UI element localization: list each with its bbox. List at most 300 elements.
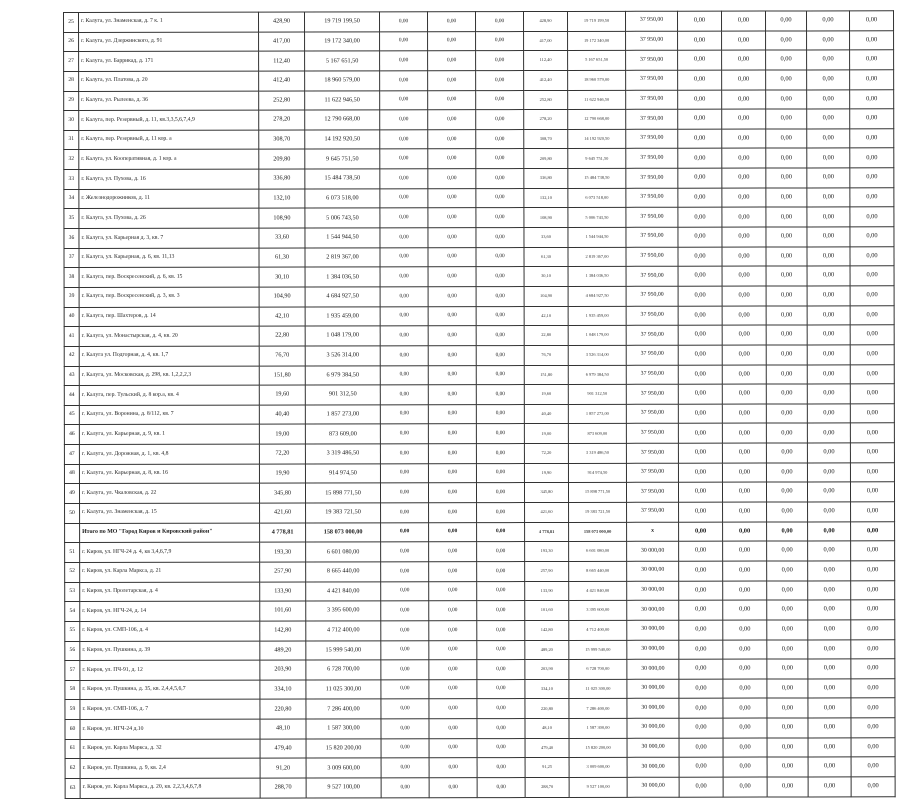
value-cell: 0,00 bbox=[428, 129, 476, 149]
address-cell: г. Калуга, ул. Дзержинского, д. 91 bbox=[79, 32, 259, 52]
value-cell: 0,00 bbox=[807, 188, 850, 208]
value-cell: 0,00 bbox=[807, 148, 850, 168]
value-cell: 0,00 bbox=[381, 640, 429, 660]
value-cell: 0,00 bbox=[429, 581, 477, 601]
amount-repeat-cell: 19 383 721,50 bbox=[569, 502, 627, 522]
area-repeat-cell: 479,40 bbox=[525, 738, 569, 758]
value-cell: 0,00 bbox=[476, 208, 524, 228]
rate-cell: 30 000,00 bbox=[627, 561, 679, 581]
amount-cell: 14 192 920,50 bbox=[305, 130, 380, 150]
value-cell: 0,00 bbox=[723, 718, 767, 738]
table-row bbox=[64, 70, 894, 91]
row-number: 39 bbox=[64, 287, 79, 307]
area-repeat-cell: 19,90 bbox=[524, 463, 568, 483]
address-cell: г. Киров, ул. НГЧ-24 д. 4, кв 3,4,6,7,9 bbox=[80, 542, 260, 562]
value-cell: 0,00 bbox=[765, 11, 806, 31]
value-cell: 0,00 bbox=[850, 207, 894, 227]
value-cell: 0,00 bbox=[850, 148, 894, 168]
area-cell: 40,40 bbox=[259, 405, 305, 425]
value-cell: 0,00 bbox=[808, 698, 851, 718]
row-number: 53 bbox=[65, 582, 80, 602]
value-cell: 0,00 bbox=[428, 247, 476, 267]
value-cell: 0,00 bbox=[380, 228, 428, 248]
value-cell: 0,00 bbox=[850, 70, 894, 90]
value-cell: 0,00 bbox=[767, 639, 808, 659]
area-cell: 428,90 bbox=[259, 12, 305, 32]
value-cell: 0,00 bbox=[723, 541, 767, 561]
rate-cell: 37 950,00 bbox=[626, 424, 678, 444]
value-cell: 0,00 bbox=[678, 31, 722, 51]
value-cell: 0,00 bbox=[850, 423, 894, 443]
amount-repeat-cell: 8 665 440,00 bbox=[569, 561, 627, 581]
amount-repeat-cell: 18 960 579,00 bbox=[568, 70, 626, 90]
value-cell: 0,00 bbox=[380, 346, 428, 366]
amount-cell: 1 857 273,00 bbox=[305, 405, 380, 425]
address-cell: г. Киров, ул. НГЧ-24 д.10 bbox=[80, 719, 260, 739]
value-cell: 0,00 bbox=[429, 719, 477, 739]
amount-repeat-cell: 6 979 384,50 bbox=[568, 365, 626, 385]
value-cell: 0,00 bbox=[807, 463, 850, 483]
table-row bbox=[65, 679, 895, 700]
area-cell: 33,60 bbox=[259, 228, 305, 248]
row-number: 44 bbox=[64, 386, 79, 406]
row-number: 32 bbox=[64, 150, 79, 170]
table-row bbox=[65, 698, 895, 719]
table-row bbox=[64, 286, 894, 307]
address-cell: г. Калуга, ул. Баррикад, д. 171 bbox=[79, 51, 259, 71]
value-cell: 0,00 bbox=[476, 228, 524, 248]
value-cell: 0,00 bbox=[766, 266, 807, 286]
row-number: 55 bbox=[65, 621, 80, 641]
value-cell: 0,00 bbox=[679, 502, 723, 522]
value-cell: 0,00 bbox=[429, 562, 477, 582]
value-cell: 0,00 bbox=[851, 521, 895, 541]
address-cell: г. Калуга, пер. Воскресенский, д. 6, кв. 15 bbox=[79, 267, 259, 287]
amount-repeat-cell: 1 384 036,50 bbox=[568, 267, 626, 287]
row-number: 41 bbox=[64, 327, 79, 347]
value-cell: 0,00 bbox=[429, 601, 477, 621]
value-cell: 0,00 bbox=[679, 541, 723, 561]
amount-cell: 15 820 200,00 bbox=[306, 739, 381, 759]
value-cell: 0,00 bbox=[428, 326, 476, 346]
value-cell: 0,00 bbox=[766, 168, 807, 188]
row-number: 62 bbox=[65, 759, 80, 779]
value-cell: 0,00 bbox=[679, 600, 723, 620]
address-cell: г. Калуга, ул. Знаменская, д. 15 bbox=[80, 503, 260, 523]
amount-cell: 3 395 600,00 bbox=[306, 601, 381, 621]
value-cell: 0,00 bbox=[476, 483, 524, 503]
area-cell: 104,90 bbox=[259, 287, 305, 307]
address-cell: г. Калуга, ул. Кооперативная, д. 1 кор. а bbox=[79, 150, 259, 170]
value-cell: 0,00 bbox=[850, 364, 894, 384]
value-cell: 0,00 bbox=[428, 287, 476, 307]
table-row bbox=[64, 89, 894, 110]
amount-repeat-cell: 15 999 540,00 bbox=[569, 640, 627, 660]
rate-cell: 37 950,00 bbox=[626, 227, 678, 247]
table-row bbox=[65, 502, 895, 523]
value-cell: 0,00 bbox=[381, 542, 429, 562]
value-cell: 0,00 bbox=[679, 718, 723, 738]
rate-cell: 30 000,00 bbox=[627, 659, 679, 679]
amount-cell: 1 935 459,00 bbox=[305, 306, 380, 326]
area-repeat-cell: 489,20 bbox=[525, 640, 569, 660]
value-cell: 0,00 bbox=[723, 522, 767, 542]
area-cell: 193,30 bbox=[260, 542, 306, 562]
value-cell: 0,00 bbox=[679, 679, 723, 699]
amount-repeat-cell: 2 819 367,00 bbox=[568, 247, 626, 267]
rate-cell: 37 950,00 bbox=[626, 365, 678, 385]
amount-repeat-cell: 11 622 946,50 bbox=[568, 90, 626, 110]
value-cell: 0,00 bbox=[850, 325, 894, 345]
area-repeat-cell: 428,90 bbox=[524, 11, 568, 31]
value-cell: 0,00 bbox=[678, 424, 722, 444]
area-cell: 308,70 bbox=[259, 130, 305, 150]
value-cell: 0,00 bbox=[766, 148, 807, 168]
rate-cell: 37 950,00 bbox=[626, 188, 678, 208]
value-cell: 0,00 bbox=[851, 718, 895, 738]
value-cell: 0,00 bbox=[380, 483, 428, 503]
value-cell: 0,00 bbox=[381, 621, 429, 641]
value-cell: 0,00 bbox=[850, 129, 894, 149]
address-cell: г. Калуга, пер. Резервный, д. 11, кв.3,3,5,6,7,4,9 bbox=[79, 110, 259, 130]
amount-cell: 901 312,50 bbox=[305, 385, 380, 405]
value-cell: 0,00 bbox=[767, 600, 808, 620]
value-cell: 0,00 bbox=[678, 365, 722, 385]
row-number: 61 bbox=[65, 739, 80, 759]
area-repeat-cell: 132,10 bbox=[524, 188, 568, 208]
value-cell: 0,00 bbox=[722, 404, 766, 424]
amount-repeat-cell: 3 009 600,00 bbox=[569, 758, 627, 778]
area-cell: 412,40 bbox=[259, 71, 305, 91]
area-repeat-cell: 209,80 bbox=[524, 149, 568, 169]
table-row bbox=[64, 246, 894, 267]
amount-cell: 19 719 199,50 bbox=[305, 12, 380, 32]
value-cell: 0,00 bbox=[380, 31, 428, 51]
value-cell: 0,00 bbox=[807, 247, 850, 267]
value-cell: 0,00 bbox=[678, 149, 722, 169]
value-cell: 0,00 bbox=[767, 502, 808, 522]
amount-repeat-cell: 7 286 400,00 bbox=[569, 699, 627, 719]
value-cell: 0,00 bbox=[766, 188, 807, 208]
row-number: 27 bbox=[64, 52, 79, 72]
value-cell: 0,00 bbox=[767, 541, 808, 561]
value-cell: 0,00 bbox=[428, 12, 476, 32]
value-cell: 0,00 bbox=[429, 503, 477, 523]
row-number: 46 bbox=[64, 425, 79, 445]
area-repeat-cell: 133,90 bbox=[525, 581, 569, 601]
value-cell: 0,00 bbox=[767, 738, 808, 758]
value-cell: 0,00 bbox=[723, 502, 767, 522]
rate-cell: 37 950,00 bbox=[626, 109, 678, 129]
value-cell: 0,00 bbox=[850, 227, 894, 247]
area-repeat-cell: 72,20 bbox=[524, 444, 568, 464]
address-cell: г. Калуга, ул. Карьерная, д. 9, кв. 1 bbox=[79, 425, 259, 445]
value-cell: 0,00 bbox=[428, 228, 476, 248]
area-repeat-cell: 104,90 bbox=[524, 286, 568, 306]
table-row bbox=[64, 364, 894, 385]
value-cell: 0,00 bbox=[722, 70, 766, 90]
value-cell: 0,00 bbox=[428, 71, 476, 91]
value-cell: 0,00 bbox=[850, 246, 894, 266]
value-cell: 0,00 bbox=[476, 345, 524, 365]
value-cell: 0,00 bbox=[766, 70, 807, 90]
area-repeat-cell: 76,70 bbox=[524, 345, 568, 365]
value-cell: 0,00 bbox=[722, 207, 766, 227]
value-cell: 0,00 bbox=[678, 109, 722, 129]
value-cell: 0,00 bbox=[429, 699, 477, 719]
rate-cell: 37 950,00 bbox=[626, 149, 678, 169]
value-cell: 0,00 bbox=[476, 326, 524, 346]
area-cell: 19,60 bbox=[259, 385, 305, 405]
rate-cell: 37 950,00 bbox=[625, 11, 677, 31]
value-cell: 0,00 bbox=[429, 660, 477, 680]
value-cell: 0,00 bbox=[766, 50, 807, 70]
value-cell: 0,00 bbox=[807, 50, 850, 70]
value-cell: 0,00 bbox=[380, 71, 428, 91]
area-cell: 19,00 bbox=[259, 424, 305, 444]
value-cell: 0,00 bbox=[679, 522, 723, 542]
value-cell: 0,00 bbox=[850, 345, 894, 365]
value-cell: 0,00 bbox=[476, 365, 524, 385]
table-row bbox=[65, 639, 895, 660]
area-cell: 30,10 bbox=[259, 267, 305, 287]
area-cell: 417,00 bbox=[259, 32, 305, 52]
value-cell: 0,00 bbox=[477, 522, 525, 542]
rate-cell: 37 950,00 bbox=[626, 325, 678, 345]
value-cell: 0,00 bbox=[476, 404, 524, 424]
rate-cell: 37 950,00 bbox=[626, 483, 678, 503]
value-cell: 0,00 bbox=[678, 266, 722, 286]
amount-cell: 15 898 771,50 bbox=[305, 483, 380, 503]
value-cell: 0,00 bbox=[678, 247, 722, 267]
amount-repeat-cell: 6 728 700,00 bbox=[569, 659, 627, 679]
value-cell: 0,00 bbox=[722, 90, 766, 110]
area-repeat-cell: 108,90 bbox=[524, 208, 568, 228]
area-repeat-cell: 48,10 bbox=[525, 719, 569, 739]
value-cell: 0,00 bbox=[380, 326, 428, 346]
area-cell: 4 778,81 bbox=[260, 523, 306, 543]
area-cell: 132,10 bbox=[259, 189, 305, 209]
value-cell: 0,00 bbox=[380, 287, 428, 307]
value-cell: 0,00 bbox=[723, 640, 767, 660]
value-cell: 0,00 bbox=[428, 463, 476, 483]
row-number bbox=[65, 523, 80, 543]
area-cell: 108,90 bbox=[259, 208, 305, 228]
value-cell: 0,00 bbox=[476, 287, 524, 307]
row-number: 40 bbox=[64, 307, 79, 327]
value-cell: 0,00 bbox=[428, 149, 476, 169]
row-number: 47 bbox=[64, 445, 79, 465]
amount-cell: 3 526 314,00 bbox=[305, 346, 380, 366]
rate-cell: 37 950,00 bbox=[626, 31, 678, 51]
value-cell: 0,00 bbox=[477, 620, 525, 640]
area-cell: 19,90 bbox=[259, 464, 305, 484]
address-cell: г. Калуга, ул. Московская, д. 298, кв. 1,2,2,2,3 bbox=[79, 366, 259, 386]
value-cell: 0,00 bbox=[767, 620, 808, 640]
value-cell: 0,00 bbox=[679, 738, 723, 758]
value-cell: 0,00 bbox=[808, 679, 851, 699]
value-cell: 0,00 bbox=[722, 149, 766, 169]
value-cell: 0,00 bbox=[808, 620, 851, 640]
area-cell: 112,40 bbox=[259, 51, 305, 71]
amount-cell: 6 979 384,50 bbox=[305, 365, 380, 385]
address-cell: г. Калуга, ул. Карьерная, д. 6, кв. 11,13 bbox=[79, 248, 259, 268]
value-cell: 0,00 bbox=[808, 580, 851, 600]
area-cell: 91,20 bbox=[260, 758, 306, 778]
address-cell: г. Калуга, пер. Шахтеров, д. 14 bbox=[79, 307, 259, 327]
amount-cell: 11 025 300,00 bbox=[306, 680, 381, 700]
amount-cell: 9 527 100,00 bbox=[306, 778, 381, 798]
area-repeat-cell: 334,10 bbox=[525, 679, 569, 699]
area-repeat-cell: 91,25 bbox=[525, 758, 569, 778]
table-row bbox=[64, 462, 894, 483]
value-cell: 0,00 bbox=[767, 581, 808, 601]
area-cell: 278,20 bbox=[259, 110, 305, 130]
rate-cell: x bbox=[627, 522, 679, 542]
rate-cell: 37 950,00 bbox=[626, 129, 678, 149]
value-cell: 0,00 bbox=[766, 31, 807, 51]
value-cell: 0,00 bbox=[476, 424, 524, 444]
value-cell: 0,00 bbox=[428, 267, 476, 287]
value-cell: 0,00 bbox=[723, 581, 767, 601]
value-cell: 0,00 bbox=[808, 502, 851, 522]
area-repeat-cell: 61,30 bbox=[524, 247, 568, 267]
value-cell: 0,00 bbox=[850, 50, 894, 70]
rate-cell: 37 950,00 bbox=[626, 90, 678, 110]
address-cell: г. Железнодорожников, д. 11 bbox=[79, 189, 259, 209]
row-number: 28 bbox=[64, 71, 79, 91]
area-repeat-cell: 101,60 bbox=[525, 601, 569, 621]
amount-cell: 4 684 927,50 bbox=[305, 287, 380, 307]
area-cell: 288,70 bbox=[260, 778, 306, 798]
value-cell: 0,00 bbox=[678, 188, 722, 208]
address-cell: г. Киров, ул. НГЧ-24, д. 14 bbox=[80, 601, 260, 621]
value-cell: 0,00 bbox=[767, 757, 808, 777]
value-cell: 0,00 bbox=[477, 640, 525, 660]
amount-repeat-cell: 15 484 738,50 bbox=[568, 168, 626, 188]
rate-cell: 37 950,00 bbox=[626, 50, 678, 70]
area-repeat-cell: 345,80 bbox=[524, 483, 568, 503]
table-row bbox=[64, 384, 894, 405]
value-cell: 0,00 bbox=[477, 699, 525, 719]
value-cell: 0,00 bbox=[766, 463, 807, 483]
value-cell: 0,00 bbox=[678, 50, 722, 70]
value-cell: 0,00 bbox=[678, 443, 722, 463]
rate-cell: 30 000,00 bbox=[627, 620, 679, 640]
amount-cell: 4 421 840,00 bbox=[306, 581, 381, 601]
area-cell: 209,80 bbox=[259, 149, 305, 169]
address-cell: г. Киров, ул. Карла Маркса, д. 21 bbox=[80, 562, 260, 582]
table-row bbox=[64, 482, 894, 503]
value-cell: 0,00 bbox=[476, 169, 524, 189]
value-cell: 0,00 bbox=[808, 718, 851, 738]
value-cell: 0,00 bbox=[476, 149, 524, 169]
value-cell: 0,00 bbox=[429, 679, 477, 699]
area-repeat-cell: 220,80 bbox=[525, 699, 569, 719]
value-cell: 0,00 bbox=[428, 365, 476, 385]
table-row bbox=[65, 659, 895, 680]
value-cell: 0,00 bbox=[380, 306, 428, 326]
area-cell: 421,60 bbox=[260, 503, 306, 523]
value-cell: 0,00 bbox=[806, 11, 849, 31]
amount-repeat-cell: 873 609,00 bbox=[568, 424, 626, 444]
area-cell: 479,40 bbox=[260, 739, 306, 759]
value-cell: 0,00 bbox=[678, 482, 722, 502]
value-cell: 0,00 bbox=[380, 385, 428, 405]
value-cell: 0,00 bbox=[428, 306, 476, 326]
area-cell: 489,20 bbox=[260, 640, 306, 660]
address-cell: г. Калуга, ул. Карьерная д. 3, кв. 7 bbox=[79, 228, 259, 248]
amount-repeat-cell: 6 601 080,00 bbox=[569, 542, 627, 562]
value-cell: 0,00 bbox=[476, 188, 524, 208]
value-cell: 0,00 bbox=[381, 601, 429, 621]
value-cell: 0,00 bbox=[381, 660, 429, 680]
area-repeat-cell: 288,70 bbox=[525, 777, 569, 797]
row-number: 51 bbox=[65, 543, 80, 563]
amount-cell: 4 712 400,00 bbox=[306, 621, 381, 641]
amount-repeat-cell: 5 167 651,50 bbox=[568, 51, 626, 71]
rate-cell: 30 000,00 bbox=[627, 581, 679, 601]
address-cell: г. Калуга, пер. Резервный, д. 11 кор. а bbox=[79, 130, 259, 150]
value-cell: 0,00 bbox=[429, 620, 477, 640]
area-cell: 257,90 bbox=[260, 562, 306, 582]
address-cell: г. Киров, ул. Пушкина, д. 35, кв. 2,4,4,5,6,7 bbox=[80, 680, 260, 700]
value-cell: 0,00 bbox=[807, 109, 850, 129]
table-row bbox=[64, 168, 894, 189]
value-cell: 0,00 bbox=[723, 561, 767, 581]
value-cell: 0,00 bbox=[808, 738, 851, 758]
value-cell: 0,00 bbox=[807, 30, 850, 50]
address-cell: г. Калуга, ул. Чкаловская, д. 22 bbox=[79, 483, 259, 503]
address-cell: г. Калуга, ул. Рылеева, д. 36 bbox=[79, 91, 259, 111]
area-repeat-cell: 308,70 bbox=[524, 129, 568, 149]
amount-repeat-cell: 3 319 486,50 bbox=[568, 443, 626, 463]
value-cell: 0,00 bbox=[722, 50, 766, 70]
value-cell: 0,00 bbox=[851, 777, 895, 797]
amount-cell: 19 172 340,00 bbox=[305, 31, 380, 51]
value-cell: 0,00 bbox=[429, 542, 477, 562]
value-cell: 0,00 bbox=[766, 325, 807, 345]
amount-cell: 1 384 036,50 bbox=[305, 267, 380, 287]
table-row bbox=[64, 129, 894, 150]
area-repeat-cell: 112,40 bbox=[524, 51, 568, 71]
amount-repeat-cell: 158 073 000,00 bbox=[569, 522, 627, 542]
address-cell: г. Калуга, ул. Карьерная, д. 8, кв. 16 bbox=[79, 464, 259, 484]
value-cell: 0,00 bbox=[380, 189, 428, 209]
value-cell: 0,00 bbox=[678, 208, 722, 228]
value-cell: 0,00 bbox=[766, 404, 807, 424]
address-cell: г. Калуга, ул. Пухова, д. 16 bbox=[79, 169, 259, 189]
value-cell: 0,00 bbox=[766, 345, 807, 365]
amount-cell: 158 073 000,00 bbox=[306, 522, 381, 542]
value-cell: 0,00 bbox=[766, 423, 807, 443]
value-cell: 0,00 bbox=[380, 110, 428, 130]
value-cell: 0,00 bbox=[767, 679, 808, 699]
area-repeat-cell: 203,90 bbox=[525, 660, 569, 680]
row-number: 57 bbox=[65, 661, 80, 681]
table-row bbox=[65, 600, 895, 621]
rate-cell: 30 000,00 bbox=[627, 640, 679, 660]
value-cell: 0,00 bbox=[678, 129, 722, 149]
value-cell: 0,00 bbox=[722, 423, 766, 443]
value-cell: 0,00 bbox=[808, 522, 851, 542]
value-cell: 0,00 bbox=[476, 129, 524, 149]
area-repeat-cell: 421,60 bbox=[525, 502, 569, 522]
value-cell: 0,00 bbox=[722, 463, 766, 483]
row-number: 38 bbox=[64, 268, 79, 288]
address-cell: г. Калуга, пер. Тульский, д. 8 кор.а, кв. 4 bbox=[79, 385, 259, 405]
value-cell: 0,00 bbox=[380, 463, 428, 483]
